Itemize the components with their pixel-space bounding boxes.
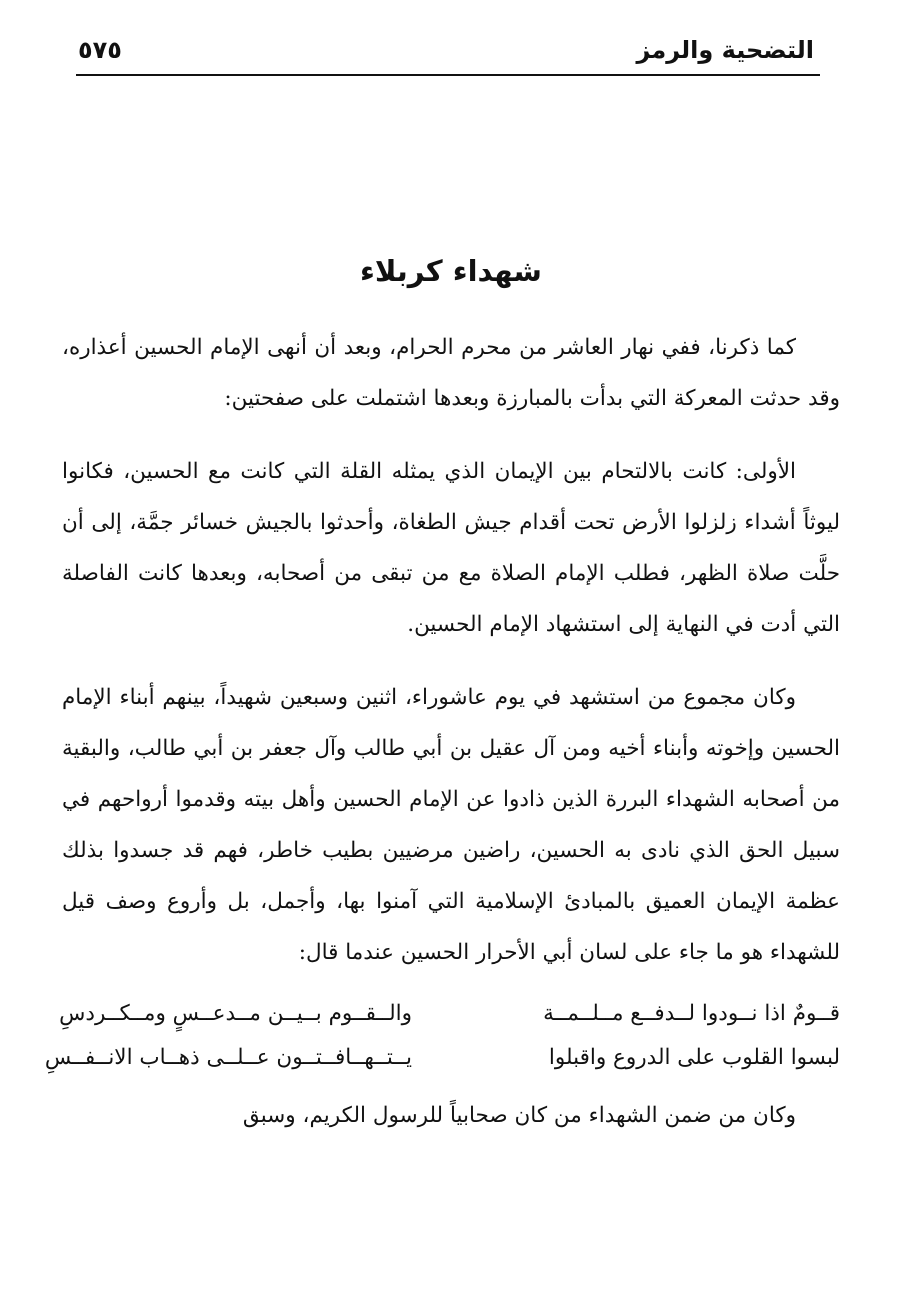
chapter-title: شهداء كربلاء [360, 254, 542, 288]
paragraph-martyrs: وكان مجموع من استشهد في يوم عاشوراء، اثنين وسبعين شهيداً، بينهم أبناء الإمام الحسين وإخوته وأبناء أخيه ومن آل عقيل بن أبي طالب وآل جعفر بن أبي طالب، والبقية من أصحابه الشهداء البررة الذين ذادوا عن الإمام الحسين وأهل بيته وقدموا أرواحهم في سبيل الحق الذي نادى به الحسين، راضين مرضيين بطيب خاطر، فهم قد جسدوا بذلك عظمة الإيمان العميق بالمبادئ الإسلامية التي آمنوا بها، وأجمل، بل وأروع وصف قيل للشهداء هو ما جاء على لسان أبي الأحرار الحسين عندما قال: [62, 685, 840, 965]
poem-verse [44, 1036, 840, 1080]
poem-verse [59, 992, 840, 1036]
verse-first-hemistich: قــومٌ اذا نــودوا لــدفــع مــلــمــة [543, 1001, 840, 1026]
verse-second-hemistich: والــقــوم بــيــن مــدعــسٍ ومــكــردسِ [59, 1001, 412, 1026]
paragraph-first-phase: الأولى: كانت بالالتحام بين الإيمان الذي يمثله القلة التي كانت مع الحسين، فكانوا ليوثاً أشداء زلزلوا الأرض تحت أقدام جيش الطغاة، وأحدثوا بالجيش خسائر جمَّة، إلى أن حلَّت صلاة الظهر، فطلب الإمام الصلاة مع من تبقى من أصحابه، وبعدها كانت الفاصلة التي أدت في النهاية إلى استشهاد الإمام الحسين. [62, 459, 840, 637]
verse-second-hemistich: يــتــهــافــتــون عــلــى ذهــاب الانــفــسِ [44, 1045, 412, 1070]
verse-first-hemistich: لبسوا القلوب على الدروع واقبلوا [548, 1045, 840, 1070]
poem [44, 992, 840, 1080]
paragraph-intro: كما ذكرنا، ففي نهار العاشر من محرم الحرام، وبعد أن أنهى الإمام الحسين أعذاره، وقد حدثت المعركة التي بدأت بالمبارزة وبعدها اشتملت على صفحتين: [62, 335, 840, 411]
running-title: التضحية والرمز [636, 36, 814, 64]
body-text [44, 322, 840, 1163]
paragraph-closing: وكان من ضمن الشهداء من كان صحابياً للرسول الكريم، وسبق [242, 1103, 796, 1128]
page-number: ٥٧٥ [78, 36, 122, 64]
running-header [76, 30, 820, 76]
